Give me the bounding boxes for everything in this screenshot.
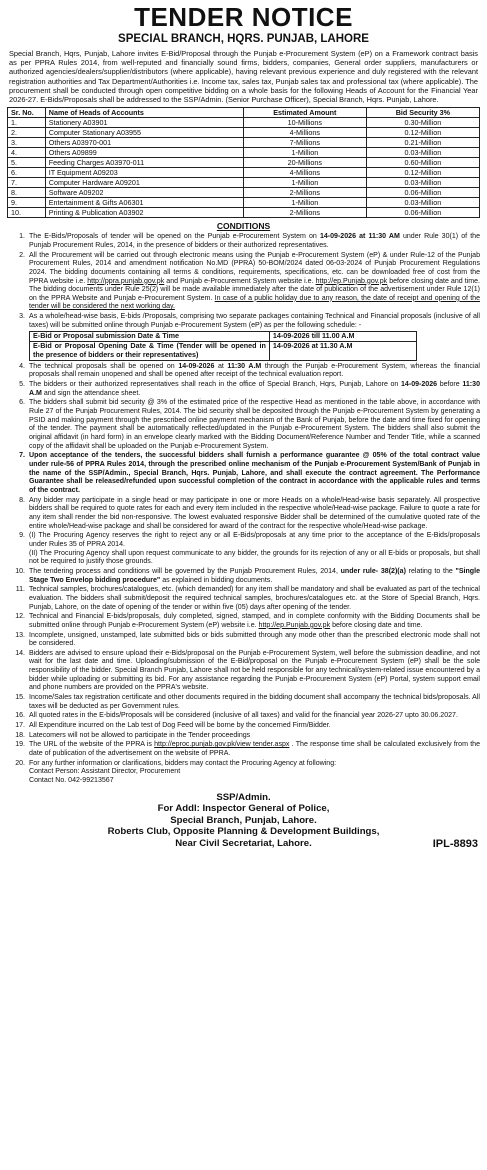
condition-9: 9. (I) The Procuring Agency reserves the right to reject any or all E-Bids/proposals at any time prior to the acceptance of the E-Bids/proposals under Rules 35 of PPRA 2014. (II) The Procuring Agency shall upon request communicate to any bidder, the grounds for its rejection of any or all E-bids or proposals, but shall not be required to justify those grounds. [19,532,480,566]
condition-4: 4. The technical proposals shall be opened on 14-09-2026 at 11:30 A.M through the Punjab e-Procurement System, whereas the financial proposals shall remain unopened and shall be opened after receipt of the technical evaluation report. [19,362,481,379]
cell-bid-security: 0.03-Million [366,178,479,188]
cell-sr-no: 1. [8,118,46,128]
signature-designation: SSP/Admin. [216,791,271,803]
cell-head-name: Printing & Publication A03902 [45,208,243,218]
condition-15: 15. Income/Sales tax registration certificate and other documents required in the bidding document shall accompany the technical bids/proposals. All taxes will be deducted as per Government rules. [15,694,480,710]
cell-head-name: Stationery A03901 [45,118,243,128]
col-header-sr-no: Sr. No. [8,108,46,118]
condition-16: 16. All quoted rates in the E-bids/Proposals will be considered (inclusive of all taxes) and valid for the financial year 2026-27 upto 30.06.2027. [15,712,458,720]
table-row [8,208,480,218]
cell-bid-security: 0.12-Million [366,168,479,178]
tender-notice-page [7,3,480,850]
table-row [8,158,480,168]
cell-estimated-amount: 10-Millions [243,118,366,128]
intro-paragraph: Special Branch, Hqrs, Punjab, Lahore invites E-Bid/Proposal through the Punjab e-Procurement System (eP) on a Framework contract basis as per PPRA Rules 2014, from well-reputed and financially sound firms, bidders, companies, General order suppliers, manufacturers or authorized agencies/dealers/supplier/distributors (where applicable), having relevant previous experience and duly registered with the relevant registration authorities and Tax Department/Authorities i.e. Income tax, sales tax, Punjab sales tax and professional tax (where applicable). The procurement shall be conducted through open competitive bidding on a whole basis for the following Heads of Account for the Financial Year 2026-27. E-Bids/Proposals shall be addressed to the SSP/Admin. (Senior Purchase Officer), Special Branch, Hqrs. Punjab, Lahore. [9,49,478,105]
ipl-number: IPL-8893 [432,837,478,850]
condition-8: 8. Any bidder may participate in a single head or may participate in one or more Heads on a whole/Head-wise basis separately. All prospective bidders shall be required to quote rates for each and every item included in the respective whole/Head-wise package. Failure to quote a rate for any item shall render the bid non-responsive. The lowest evaluated responsive Bidder shall be determined of the cumulative quoted rate of the entire whole/Head-wise package and shall be considered for award of the contract for the respective whole/Head-wise package. [19,496,480,530]
cell-estimated-amount: 20-Millions [243,158,366,168]
cell-sr-no: 6. [8,168,46,178]
cell-head-name: Entertainment & Gifts A06301 [45,198,243,208]
cell-head-name: Others A03970-001 [45,138,243,148]
table-row [8,188,480,198]
condition-7: 7. Upon acceptance of the tenders, the successful bidders shall furnish a performance guarantee @ 05% of the total contract value under rule-56 of PPRA Rules 2014, through the prescribed online mechanism of the Punjab e-Procurement System/Bank of Punjab in the name of the SSP/Admin., Special Branch, Hqrs. Punjab, Lahore, and shall execute the contract agreement. The Performance Guarantee shall be released/refunded upon successful completion of the contract in accordance with the applicable rules and terms of the contract. [19,452,480,495]
schedule-row: E-Bid or Proposal Opening Date & Time (Tender will be opened in the presence of bidders or their representatives) 14-09-2026 at 11.30 A.M [30,342,417,361]
cell-bid-security: 0.06-Million [366,208,479,218]
condition-17: 17. All Expenditure incurred on the Lab test of Dog Feed will be borne by the concerned Firm/Bidder. [15,722,331,730]
condition-5: 5. The bidders or their authorized representatives shall reach in the office of Special Branch, Hqrs, Punjab, Lahore on 14-09-2026 before 11:30 A.M and sign the attendance sheet. [19,381,480,397]
cell-estimated-amount: 1-Million [243,198,366,208]
condition-20: 20. For any further information or clarifications, bidders may contact the Procuring Agency at following: Contact Person: Assistant Director, Procurement Contact No. 042-99213567 [15,759,337,785]
condition-11: 11. Technical samples, brochures/catalogues, etc. (which demanded) for any item shall be mandatory and shall be evaluated as part of the technical evaluation. The bidders shall submit/deposit the required technical samples, brochures/catalogues etc. at the Store of Special Branch, Hqrs. Punjab, Lahore, on the date of opening of the tender or within five (05) days after opening of the tender. [15,586,480,611]
cell-bid-security: 0.12-Million [366,128,479,138]
eproc-website-link[interactable]: http://eproc.punjab.gov.pk/view tender.aspx [154,741,290,749]
table-row [8,168,480,178]
cell-bid-security: 0.30-Million [366,118,479,128]
notice-title: TENDER NOTICE [134,2,353,32]
cell-head-name: IT Equipment A09203 [45,168,243,178]
ppra-website-link[interactable]: http://ppra.punjab.gov.pk [87,277,165,285]
table-row [8,118,480,128]
condition-18: 18. Latecomers will not be allowed to participate in the Tender proceedings [15,731,251,739]
schedule-row: E-Bid or Proposal submission Date & Time 14-09-2026 till 11.00 A.M [30,332,417,342]
cell-sr-no: 2. [8,128,46,138]
submission-schedule-table [29,331,417,360]
cell-bid-security: 0.06-Million [366,188,479,198]
cell-sr-no: 7. [8,178,46,188]
cell-head-name: Software A09202 [45,188,243,198]
table-row [8,198,480,208]
conditions-title: CONDITIONS [216,221,271,232]
cell-bid-security: 0.60-Million [366,158,479,168]
condition-1: 1. The E-Bids/Proposals of tender will be opened on the Punjab e-Procurement System on 14-09-2026 at 11:30 AM under Rule 30(1) of the Punjab Procurement Rules, 2014, in the presence of bidders or their authorized representatives. [19,233,480,249]
condition-14: 14. Bidders are advised to ensure upload their e-Bids/proposal on the Punjab e-Procurement System, well before the submission deadline, and not wait for the last date and time. Uploading/submission of the E-Bid/proposal on the Punjab e-Procurement System (eP) shall be the sole responsibility of the bidder. Special Branch Punjab, Lahore shall not be held responsible for any technical/system-related issue encountered by a bidder while uploading or submitting its bid. For any assistance regarding the Punjab e-Procurement System (eP) Portal, system support email and phone numbers are provided on the PPRA's website. [15,649,480,692]
col-header-bid-security: Bid Security 3% [366,108,479,118]
cell-bid-security: 0.03-Million [366,198,479,208]
condition-12: 12. Technical and Financial E-bids/proposals, duly completed, signed, stamped, and in complete conformity with the Bidding Documents shall be submitted online through Punjab e-Procurement System (eP) website i.e. http://ep.Punjab.gov.pk before closing date and time. [15,613,480,629]
cell-estimated-amount: 4-Millions [243,128,366,138]
table-row [8,128,480,138]
cell-bid-security: 0.21-Million [366,138,479,148]
cell-bid-security: 0.03-Million [366,148,479,158]
contact-person: Contact Person: Assistant Director, Procurement [29,768,181,776]
cell-sr-no: 3. [8,138,46,148]
cell-head-name: Computer Stationary A03955 [45,128,243,138]
cell-sr-no: 9. [8,198,46,208]
cell-head-name: Computer Hardware A09201 [45,178,243,188]
cell-estimated-amount: 4-Millions [243,168,366,178]
table-row [8,148,480,158]
condition-10: 10. The tendering process and conditions will be governed by the Punjab Procurement Rules, 2014, under rule- 38(2)(a) relating to the "Single Stage Two Envelop bidding procedure" as explained in bidding documents. [15,567,480,584]
cell-estimated-amount: 1-Million [243,148,366,158]
ep-website-link[interactable]: http://ep.Punjab.gov.pk [258,621,331,629]
table-row [8,178,480,188]
cell-head-name: Others A09899 [45,148,243,158]
condition-19: 19. The URL of the website of the PPRA is http://eproc.punjab.gov.pk/view tender.aspx . The response time shall be calculated exclusively from the date of publication of the advertisement on the website of PPRA. [15,741,480,758]
condition-13: 13. Incomplete, unsigned, unstamped, late submitted bids or bids submitted through any mode other than the prescribed electronic mode shall not be considered. [15,631,480,648]
condition-6: 6. The bidders shall submit bid security @ 3% of the estimated price of the respective Head as mentioned in the table above, in accordance with Rule 27 of the Punjab Procurement Rules, 2014. The bid security shall be deposited through the Punjab e-Procurement System by generating a PSID and making payment through the prescribed online payment mechanism of the Bank of Punjab, before the date and time fixed for opening of the tender. The payment shall be automatically reflected/updated in the Punjab e-Procurement System. The bidders shall also submit the original affidavit (in hard form) in an envelope clearly marked with the Bidding Document/Reference Number and Tender Title, while a scanned copy of the affidavit shall be uploaded on the Punjab e-Procurement System. [19,399,480,450]
col-header-estimated-amount: Estimated Amount [243,108,366,118]
condition-2: 2. All the Procurement will be carried out through electronic means using the Punjab e-Procurement System (eP) & under Rule-12 of the Punjab Procurement Rules, 2014 and amendment notification No.MD (PPRA) 50-BOM/2024 dated 06-03-2024 of Punjab Procurement Regulations 2024. The bidding documents containing all terms & conditions, requirements, specifications, etc. can be downloaded free of cost from the PPRA website i.e. http://ppra.punjab.gov.pk and Punjab e-Procurement System website i.e. http://ep.Punjab.gov.pk before closing date and time. The bidding documents under Rule 25(2) will be made available immediately after the date of publication of the advertisement under Rule 12(1) on the PPRA Website and Punjab e-Procurement System. In case of a public holiday due to any reason, the date of receipt and opening of the tender will be considered the next working day. [19,251,480,311]
cell-sr-no: 5. [8,158,46,168]
signature-block: SSP/Admin. For Addl: Inspector General of Police, Special Branch, Punjab, Lahore. Roberts Club, Opposite Planning & Development Buildings, Near Civil Secretariat, Lahore. [7,792,480,850]
cell-head-name: Feeding Charges A03970-011 [45,158,243,168]
table-header-row [8,108,480,118]
cell-estimated-amount: 7-Millions [243,138,366,148]
col-header-head-name: Name of Heads of Accounts [45,108,243,118]
cell-estimated-amount: 1-Million [243,178,366,188]
condition-3: 3. As a whole/head-wise basis, E-bids /Proposals, comprising two separate packages containing Technical and Financial proposals (inclusive of all taxes) will be submitted online through Punjab e-Procurement System (eP) as per the following schedule: - E-Bid or Proposal submission Date & Time 14-09-2026 till 11.00 A.M E-Bid or Proposal Opening Date & Time (Tender will be opened in the presence of bidders or their representatives) 14-09-2026 at 11.30 A.M [19,313,480,360]
notice-subtitle: SPECIAL BRANCH, HQRS. PUNJAB, LAHORE [118,33,369,45]
cell-estimated-amount: 2-Millions [243,208,366,218]
conditions-list [7,233,480,785]
cell-sr-no: 4. [8,148,46,158]
table-body [8,118,480,218]
cell-sr-no: 10. [8,208,46,218]
ep-website-link[interactable]: http://ep.Punjab.gov.pk [315,277,388,285]
heads-of-accounts-table [7,107,480,218]
table-row [8,138,480,148]
cell-sr-no: 8. [8,188,46,198]
cell-estimated-amount: 2-Millions [243,188,366,198]
contact-number: Contact No. 042-99213567 [29,777,114,785]
